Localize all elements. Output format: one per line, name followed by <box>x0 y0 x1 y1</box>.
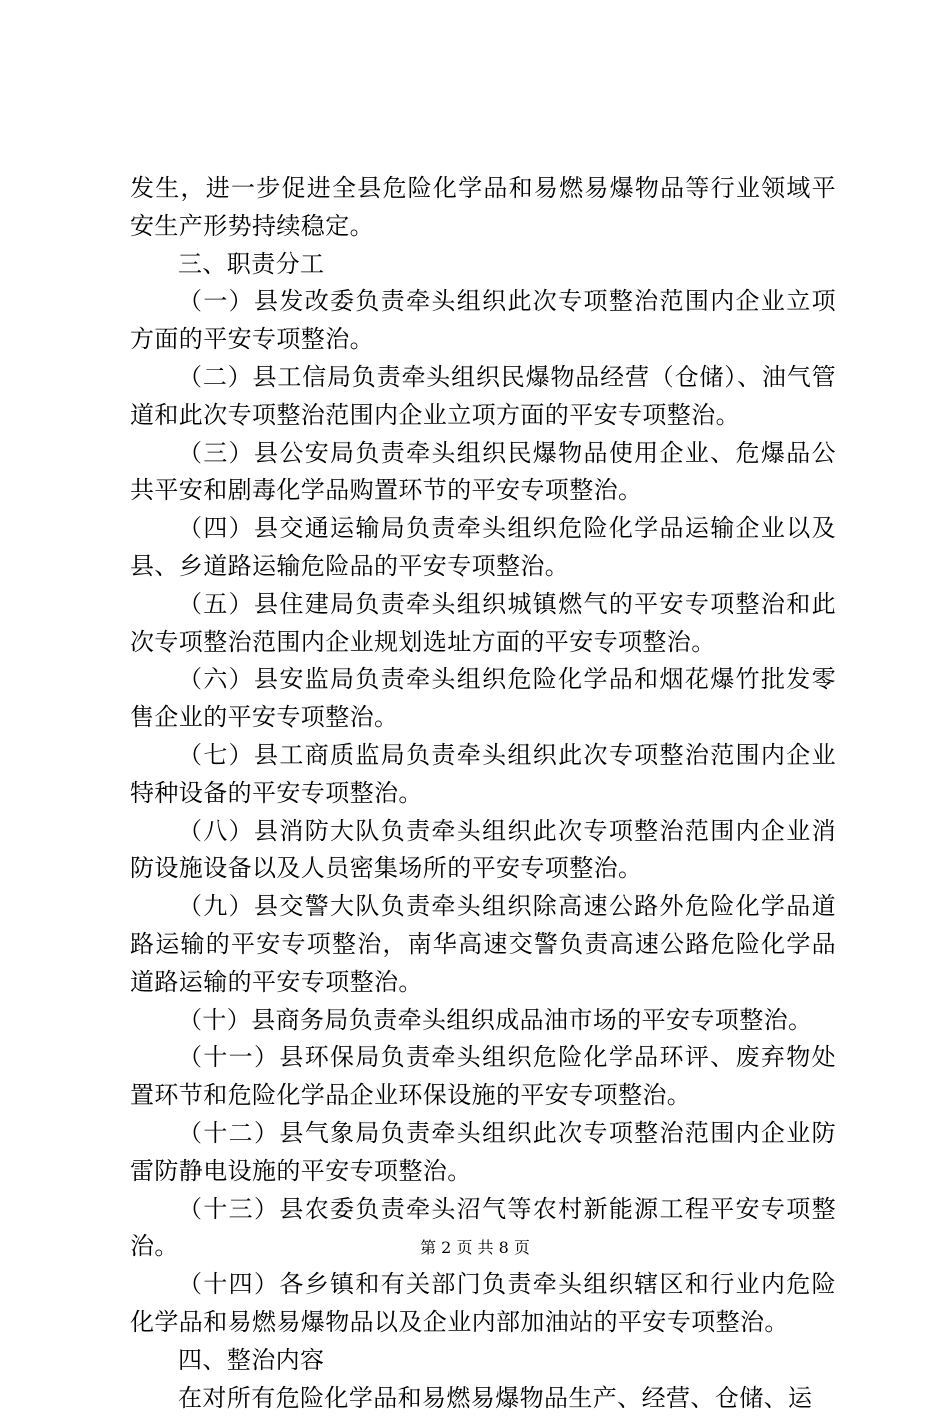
duty-item-6: （六）县安监局负责牵头组织危险化学品和烟花爆竹批发零售企业的平安专项整治。 <box>130 661 836 737</box>
duty-item-9: （九）县交警大队负责牵头组织除高速公路外危险化学品道路运输的平安专项整治，南华高速交警负责高速公路危险化学品道路运输的平安专项整治。 <box>130 888 836 1001</box>
page-number: 第 2 页 共 8 页 <box>420 1238 530 1257</box>
duty-item-11: （十一）县环保局负责牵头组织危险化学品环评、废弃物处置环节和危险化学品企业环保设施的平安专项整治。 <box>130 1039 836 1115</box>
duty-item-4: （四）县交通运输局负责牵头组织危险化学品运输企业以及县、乡道路运输危险品的平安专项整治。 <box>130 510 836 586</box>
duty-item-3: （三）县公安局负责牵头组织民爆物品使用企业、危爆品公共平安和剧毒化学品购置环节的平安专项整治。 <box>130 435 836 511</box>
duty-item-12: （十二）县气象局负责牵头组织此次专项整治范围内企业防雷防静电设施的平安专项整治。 <box>130 1115 836 1191</box>
duty-item-7: （七）县工商质监局负责牵头组织此次专项整治范围内企业特种设备的平安专项整治。 <box>130 737 836 813</box>
page-footer <box>0 1238 950 1258</box>
duty-item-13: （十三）县农委负责牵头沼气等农村新能源工程平安专项整治。 <box>130 1191 836 1267</box>
duty-item-5: （五）县住建局负责牵头组织城镇燃气的平安专项整治和此次专项整治范围内企业规划选址方面的平安专项整治。 <box>130 586 836 662</box>
duty-item-8: （八）县消防大队负责牵头组织此次专项整治范围内企业消防设施设备以及人员密集场所的平安专项整治。 <box>130 813 836 889</box>
duty-item-14: （十四）各乡镇和有关部门负责牵头组织辖区和行业内危险化学品和易燃易爆物品以及企业内部加油站的平安专项整治。 <box>130 1266 836 1342</box>
duty-item-10: （十）县商务局负责牵头组织成品油市场的平安专项整治。 <box>130 1002 836 1040</box>
paragraph-content-start: 在对所有危险化学品和易燃易爆物品生产、经营、仓储、运 <box>130 1380 836 1417</box>
duty-item-2: （二）县工信局负责牵头组织民爆物品经营（仓储）、油气管道和此次专项整治范围内企业立项方面的平安专项整治。 <box>130 359 836 435</box>
body-text <box>130 170 836 1417</box>
duty-item-1: （一）县发改委负责牵头组织此次专项整治范围内企业立项方面的平安专项整治。 <box>130 283 836 359</box>
section-heading-duties: 三、职责分工 <box>130 246 836 284</box>
section-heading-content: 四、整治内容 <box>130 1342 836 1380</box>
paragraph-continuation: 发生，进一步促进全县危险化学品和易燃易爆物品等行业领域平安生产形势持续稳定。 <box>130 170 836 246</box>
